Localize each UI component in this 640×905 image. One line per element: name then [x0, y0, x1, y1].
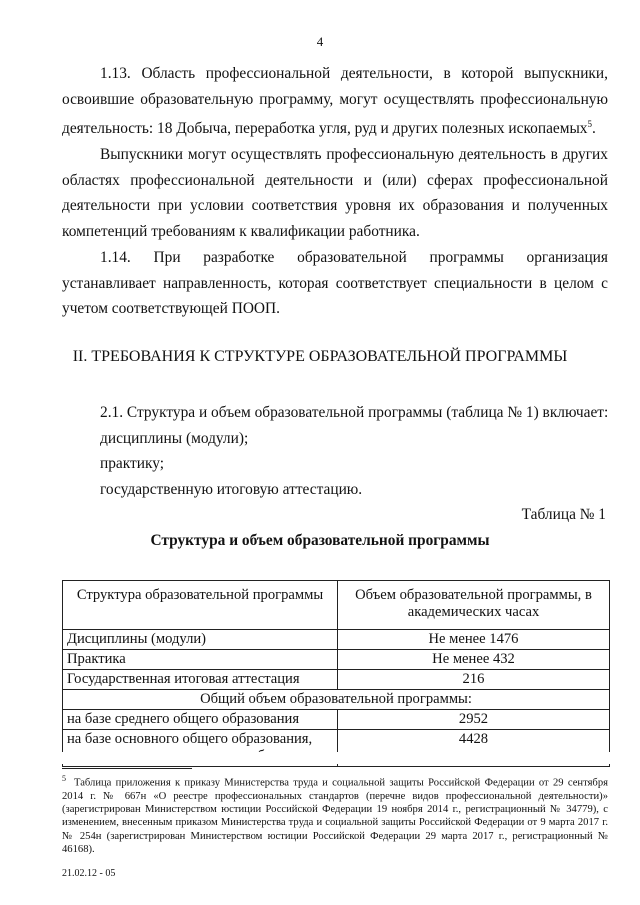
paragraph-graduates: Выпускники могут осуществлять профессиональную деятельность в других областях профессиональной деятельности и (или) сферах профессиональной деятельности при условии соответствия уровня их образования и полученных компетенций требованиям к квалификации работника. [62, 146, 608, 240]
table-header-row [63, 581, 610, 630]
table-cell-label: на базе среднего общего образования [63, 710, 338, 730]
section-heading: II. ТРЕБОВАНИЯ К СТРУКТУРЕ ОБРАЗОВАТЕЛЬНОЙ ПРОГРАММЫ [72, 348, 568, 365]
page-number: 4 [316, 34, 324, 49]
list-item-practice: практику; [100, 455, 165, 472]
table-row [63, 710, 610, 730]
table-label: Таблица № 1 [521, 506, 606, 523]
table-cell-value: 2952 [338, 710, 610, 730]
list-item-disciplines: дисциплины (модули); [100, 430, 249, 447]
footnote-divider [62, 768, 192, 769]
footnote-mark: 5 [62, 774, 66, 783]
paragraph-1-13-text: 1.13. Область профессиональной деятельности, в которой выпускники, освоившие образовательную программу, могут осуществлять профессиональную деятельность: 18 Добыча, переработка угля, руд и других полезных ископаемых [62, 65, 608, 138]
table-cell-value: 4428 [338, 730, 610, 767]
program-structure-table [62, 580, 610, 767]
footnote-text: Таблица приложения к приказу Министерства труда и социальной защиты Российской Федерации от 29 сентября 2014 г. № 667н «О реестре профессиональных стандартов (перечне видов профессиональной деятельности)» (зарегистрирован Министерством юстиции Российской Федерации 19 ноября 2014 г., регистрационный № 34779), с изменением, внесенным приказом Министерства труда и социальной защиты Российской Федерации от 9 марта 2017 г. № 254н (зарегистрирован Министерством юстиции Российской Федерации 29 марта 2017 г., регистрационный № 46168). [62, 777, 608, 856]
table-cell-value: Не менее 1476 [338, 630, 610, 650]
paragraph-1-13 [62, 61, 608, 142]
list-item-attestation: государственную итоговую аттестацию. [100, 481, 363, 498]
table-cell-label: Практика [63, 650, 338, 670]
table-title: Структура и объем образовательной программы [150, 532, 490, 549]
table-cell-value: 216 [338, 670, 610, 690]
table-header-structure: Структура образовательной программы [63, 581, 338, 630]
paragraph-2-1: 2.1. Структура и объем образовательной программы (таблица № 1) включает: [100, 404, 609, 421]
table-header-volume: Объем образовательной программы, в академических часах [338, 581, 610, 630]
table-row [63, 670, 610, 690]
table-cell-value: Не менее 432 [338, 650, 610, 670]
table-cell-label: на базе основного общего образования, [63, 730, 338, 767]
table-row [63, 630, 610, 650]
page-break-mask [55, 752, 615, 764]
table-cell-label: Дисциплины (модули) [63, 630, 338, 650]
paragraph-1-14: 1.14. При разработке образовательной программы организация устанавливает направленность, которая соответствует специальности в целом с учетом соответствующей ПООП. [62, 249, 608, 318]
table-row [63, 650, 610, 670]
table-cell-label: Государственная итоговая аттестация [63, 670, 338, 690]
paragraph-1-13-end: . [592, 120, 596, 138]
footnote-reference: 5 [587, 119, 593, 130]
footnote [62, 772, 608, 856]
table-total-label: Общий объем образовательной программы: [63, 690, 610, 710]
document-id: 21.02.12 - 05 [62, 868, 116, 879]
table-total-row [63, 690, 610, 710]
